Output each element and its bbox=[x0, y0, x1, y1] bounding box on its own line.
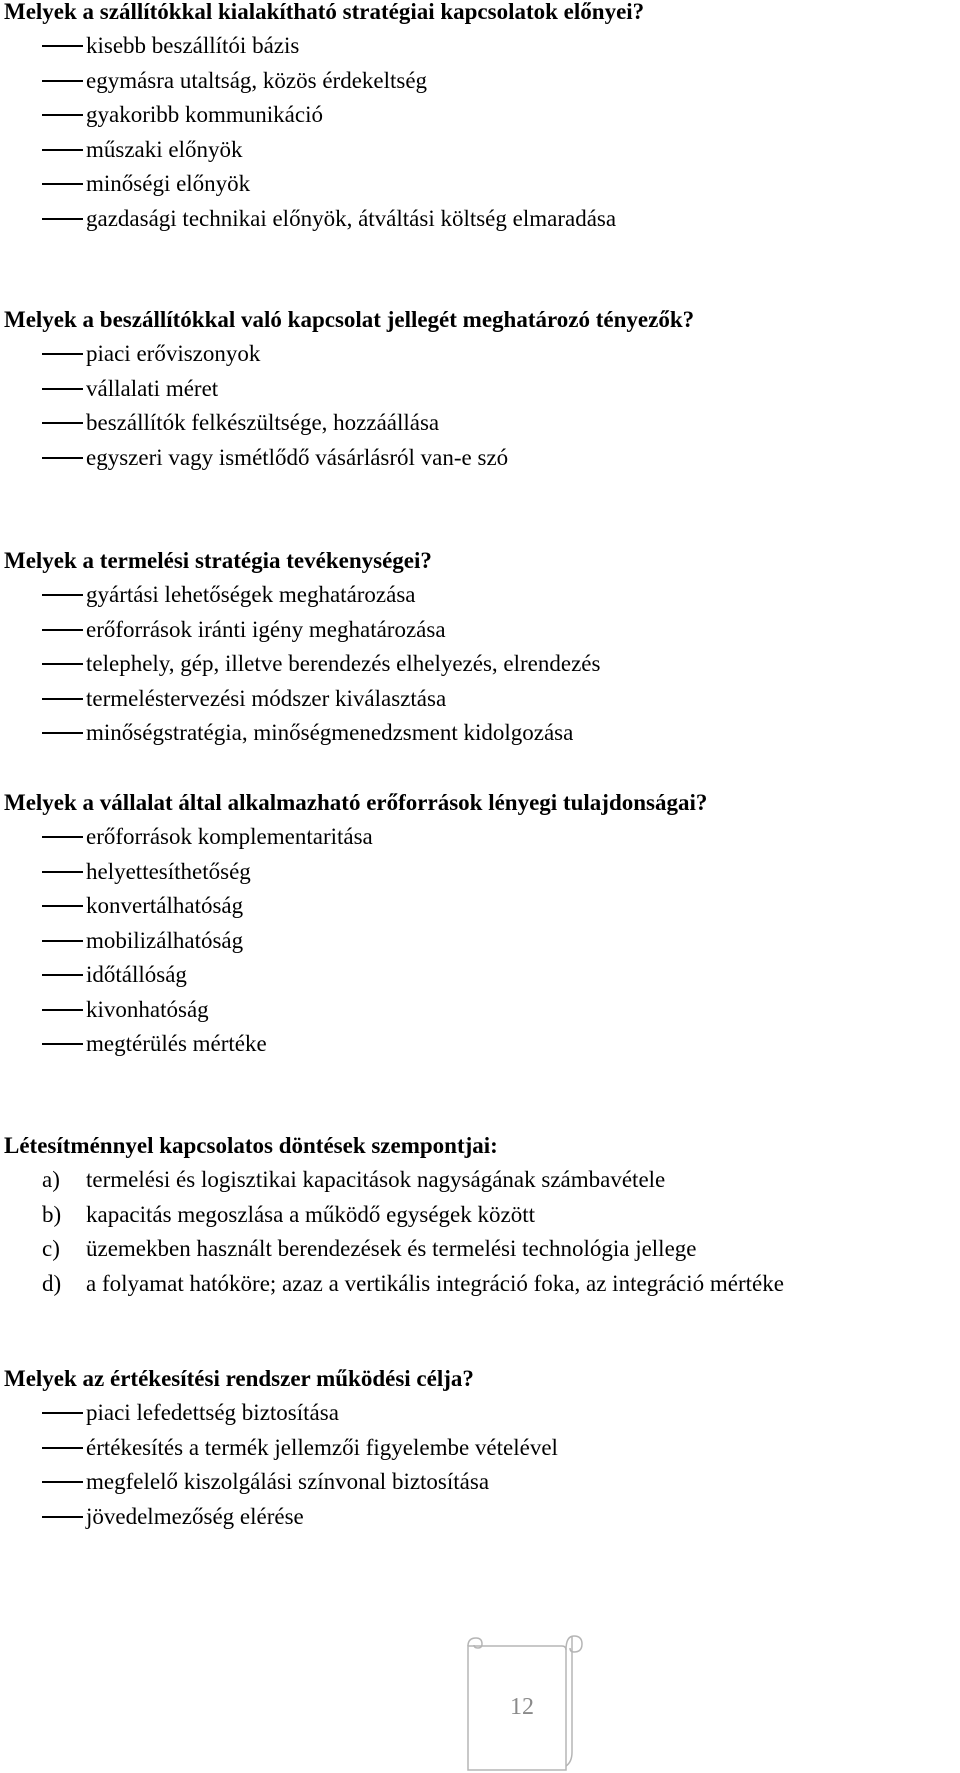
list-item-text: minőségstratégia, minőségmenedzsment kidolgozása bbox=[86, 720, 574, 745]
list-item-text: gazdasági technikai előnyök, átváltási költség elmaradása bbox=[86, 205, 617, 231]
dash-bullet-icon bbox=[42, 974, 83, 976]
list-item-text: termelési és logisztikai kapacitások nagyságának számbavétele bbox=[86, 1167, 666, 1192]
list-item-text: konvertálhatóság bbox=[86, 893, 244, 918]
list-item-text: kapacitás megoszlása a működő egységek között bbox=[86, 1201, 535, 1227]
list-item-text: piaci lefedettség biztosítása bbox=[86, 1400, 339, 1425]
dash-bullet-icon bbox=[42, 114, 83, 116]
dash-bullet-icon bbox=[42, 905, 83, 907]
section-heading: Melyek az értékesítési rendszer működési célja? bbox=[4, 1366, 474, 1391]
list-item bbox=[4, 1396, 954, 1431]
list-item-text: egymásra utaltság, közös érdekeltség bbox=[86, 67, 428, 93]
dash-bullet-icon bbox=[42, 388, 83, 390]
list-item-text: minőségi előnyök bbox=[86, 171, 251, 196]
dash-bullet-icon bbox=[42, 457, 83, 459]
list-item bbox=[4, 578, 954, 613]
page-number: 12 bbox=[510, 1694, 534, 1720]
list-item-text: megtérülés mértéke bbox=[86, 1031, 267, 1056]
list-item bbox=[4, 1431, 954, 1466]
list-item bbox=[4, 820, 954, 855]
dash-bullet-icon bbox=[42, 663, 83, 665]
list-item bbox=[4, 716, 954, 751]
dash-bullet-icon bbox=[42, 45, 83, 47]
list-item-text: megfelelő kiszolgálási színvonal biztosítása bbox=[86, 1469, 490, 1494]
list-item-text: a folyamat hatóköre; azaz a vertikális integráció foka, az integráció mértéke bbox=[86, 1270, 784, 1296]
dash-bullet-icon bbox=[42, 422, 83, 424]
dash-bullet-icon bbox=[42, 1447, 83, 1449]
list-item bbox=[4, 1500, 954, 1535]
dash-bullet-icon bbox=[42, 629, 83, 631]
list-item bbox=[4, 29, 954, 64]
list-item-text: helyettesíthetőség bbox=[86, 858, 251, 884]
list-item-text: piaci erőviszonyok bbox=[86, 341, 261, 366]
list-item-text: vállalati méret bbox=[86, 375, 219, 401]
section-heading: Melyek a termelési stratégia tevékenységei? bbox=[4, 548, 432, 573]
list-item bbox=[4, 64, 954, 99]
list-item bbox=[4, 98, 954, 133]
list-item-text: telephely, gép, illetve berendezés elhelyezés, elrendezés bbox=[86, 651, 601, 676]
bullet-list bbox=[4, 337, 954, 475]
dash-bullet-icon bbox=[42, 1516, 83, 1518]
section-facility-decisions bbox=[4, 1129, 954, 1301]
list-item bbox=[4, 855, 954, 890]
section-resource-properties bbox=[4, 786, 954, 1062]
list-item bbox=[4, 958, 954, 993]
section-strategic-partnership bbox=[4, 0, 954, 236]
list-item bbox=[4, 1232, 954, 1267]
list-item bbox=[4, 889, 954, 924]
dash-bullet-icon bbox=[42, 594, 83, 596]
list-item bbox=[4, 441, 954, 476]
list-item-letter: d) bbox=[42, 1270, 62, 1296]
list-item-text: erőforrások iránti igény meghatározása bbox=[86, 616, 446, 642]
dash-bullet-icon bbox=[42, 1043, 83, 1045]
list-item bbox=[4, 924, 954, 959]
section-production-strategy bbox=[4, 544, 954, 751]
list-item bbox=[4, 1163, 954, 1198]
page-number-badge bbox=[466, 1632, 590, 1771]
dash-bullet-icon bbox=[42, 353, 83, 355]
dash-bullet-icon bbox=[42, 149, 83, 151]
section-heading: Melyek a beszállítókkal való kapcsolat jellegét meghatározó tényezők? bbox=[4, 307, 695, 332]
list-item bbox=[4, 682, 954, 717]
dash-bullet-icon bbox=[42, 836, 83, 838]
list-item-text: jövedelmezőség elérése bbox=[86, 1503, 304, 1529]
list-item-letter: a) bbox=[42, 1167, 60, 1192]
dash-bullet-icon bbox=[42, 940, 83, 942]
list-item-text: gyakoribb kommunikáció bbox=[86, 102, 323, 127]
dash-bullet-icon bbox=[42, 218, 83, 220]
dash-bullet-icon bbox=[42, 698, 83, 700]
list-item-letter: c) bbox=[42, 1236, 60, 1261]
list-item-text: kisebb beszállítói bázis bbox=[86, 33, 300, 58]
list-item-text: termeléstervezési módszer kiválasztása bbox=[86, 685, 447, 711]
list-item-text: gyártási lehetőségek meghatározása bbox=[86, 582, 416, 607]
dash-bullet-icon bbox=[42, 732, 83, 734]
bullet-list bbox=[4, 29, 954, 236]
bullet-list bbox=[4, 820, 954, 1062]
list-item-text: mobilizálhatóság bbox=[86, 927, 244, 953]
section-sales-system-goals bbox=[4, 1362, 954, 1534]
list-item-text: üzemekben használt berendezések és termelési technológia jellege bbox=[86, 1236, 697, 1261]
list-item-letter: b) bbox=[42, 1201, 62, 1227]
list-item bbox=[4, 372, 954, 407]
list-item bbox=[4, 133, 954, 168]
list-item-text: értékesítés a termék jellemzői figyelembe vételével bbox=[86, 1434, 558, 1460]
dash-bullet-icon bbox=[42, 1481, 83, 1483]
bullet-list bbox=[4, 1396, 954, 1534]
section-heading: Létesítménnyel kapcsolatos döntések szempontjai: bbox=[4, 1133, 498, 1158]
list-item bbox=[4, 406, 954, 441]
section-heading: Melyek a szállítókkal kialakítható stratégiai kapcsolatok előnyei? bbox=[4, 0, 645, 24]
list-item-text: beszállítók felkészültsége, hozzáállása bbox=[86, 410, 440, 435]
list-item bbox=[4, 202, 954, 237]
dash-bullet-icon bbox=[42, 1412, 83, 1414]
dash-bullet-icon bbox=[42, 183, 83, 185]
list-item bbox=[4, 337, 954, 372]
list-item bbox=[4, 1267, 954, 1302]
list-item bbox=[4, 613, 954, 648]
list-item bbox=[4, 647, 954, 682]
list-item bbox=[4, 1465, 954, 1500]
list-item bbox=[4, 1198, 954, 1233]
dash-bullet-icon bbox=[42, 871, 83, 873]
lettered-list bbox=[4, 1163, 954, 1301]
list-item-text: műszaki előnyök bbox=[86, 136, 243, 162]
section-heading: Melyek a vállalat által alkalmazható erőforrások lényegi tulajdonságai? bbox=[4, 790, 708, 815]
list-item-text: időtállóság bbox=[86, 962, 187, 987]
list-item bbox=[4, 1027, 954, 1062]
list-item-text: egyszeri vagy ismétlődő vásárlásról van-e szó bbox=[86, 444, 509, 470]
dash-bullet-icon bbox=[42, 1009, 83, 1011]
list-item bbox=[4, 993, 954, 1028]
bullet-list bbox=[4, 578, 954, 751]
list-item-text: kivonhatóság bbox=[86, 996, 209, 1022]
list-item bbox=[4, 167, 954, 202]
dash-bullet-icon bbox=[42, 80, 83, 82]
list-item-text: erőforrások komplementaritása bbox=[86, 824, 373, 849]
section-supplier-relationship-factors bbox=[4, 303, 954, 475]
